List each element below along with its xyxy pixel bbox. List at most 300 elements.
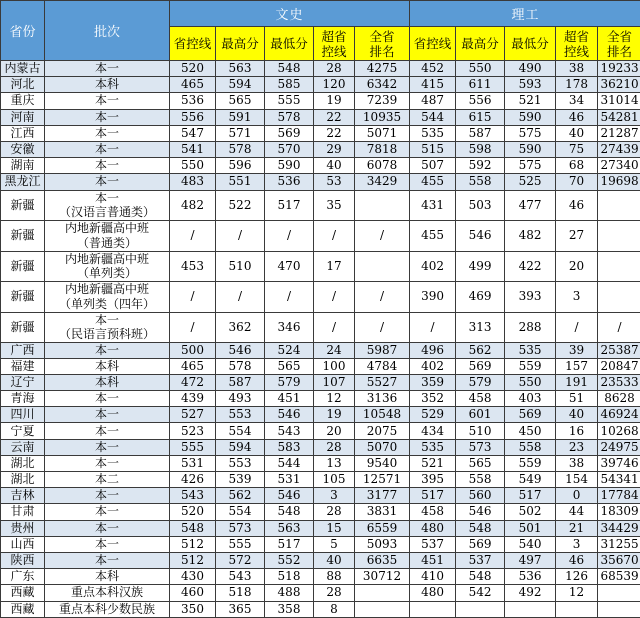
wenshi-max-score-cell: 571 [216,125,265,141]
wenshi-min-score-cell: 488 [265,585,314,601]
wenshi-above-line-cell: 20 [314,423,355,439]
ligong-province-rank-cell: / [598,312,640,342]
wenshi-province-rank-cell: 6342 [355,77,410,93]
ligong-min-score-cell: 502 [505,504,556,520]
ligong-above-line-cell: 23 [556,439,598,455]
wenshi-province-rank-cell: 10548 [355,407,410,423]
wenshi-max-score-cell: 551 [216,174,265,190]
ligong-max-score-cell: 458 [456,391,505,407]
province-cell: 新疆 [1,190,45,220]
column-header-wenshi-province-rank: 全省 排名 [355,27,410,61]
ligong-control-line-cell: 458 [410,504,456,520]
batch-cell: 本一 [45,439,170,455]
wenshi-control-line-cell: 426 [170,472,216,488]
ligong-min-score-cell: 590 [505,141,556,157]
province-cell: 河南 [1,109,45,125]
wenshi-province-rank-cell: 6635 [355,552,410,568]
wenshi-min-score-cell: 548 [265,61,314,77]
wenshi-min-score-cell: 555 [265,93,314,109]
ligong-above-line-cell: 46 [556,552,598,568]
wenshi-min-score-cell: 531 [265,472,314,488]
province-cell: 湖北 [1,472,45,488]
wenshi-province-rank-cell: 30712 [355,569,410,585]
ligong-max-score-cell: 565 [456,455,505,471]
wenshi-min-score-cell: 518 [265,569,314,585]
ligong-province-rank-cell: 68539 [598,569,640,585]
ligong-province-rank-cell [598,220,640,251]
ligong-above-line-cell: 40 [556,125,598,141]
ligong-control-line-cell: 515 [410,141,456,157]
table-row [1,407,640,423]
table-row [1,281,640,312]
ligong-control-line-cell: 480 [410,520,456,536]
wenshi-province-rank-cell: 12571 [355,472,410,488]
ligong-min-score-cell: 450 [505,423,556,439]
wenshi-min-score-cell: 570 [265,141,314,157]
table-row [1,455,640,471]
wenshi-max-score-cell: 362 [216,312,265,342]
wenshi-min-score-cell: 583 [265,439,314,455]
ligong-province-rank-cell [598,601,640,617]
wenshi-above-line-cell: 28 [314,585,355,601]
wenshi-province-rank-cell: / [355,220,410,251]
wenshi-above-line-cell: 24 [314,342,355,358]
wenshi-control-line-cell: 465 [170,77,216,93]
column-header-wenshi-max-score: 最高分 [216,27,265,61]
wenshi-max-score-cell: 493 [216,391,265,407]
wenshi-above-line-cell: 120 [314,77,355,93]
wenshi-control-line-cell: 527 [170,407,216,423]
wenshi-control-line-cell: 512 [170,552,216,568]
column-header-ligong-min-score: 最低分 [505,27,556,61]
ligong-above-line-cell: 154 [556,472,598,488]
wenshi-control-line-cell: 350 [170,601,216,617]
ligong-province-rank-cell: 20847 [598,358,640,374]
batch-cell: 内地新疆高中班 （普通类） [45,220,170,251]
ligong-min-score-cell: 593 [505,77,556,93]
wenshi-control-line-cell: 531 [170,455,216,471]
wenshi-max-score-cell: 562 [216,488,265,504]
batch-cell: 内地新疆高中班 （单列类） [45,251,170,281]
table-row [1,536,640,552]
ligong-min-score-cell: 288 [505,312,556,342]
wenshi-above-line-cell: / [314,281,355,312]
column-header-wenshi-control-line: 省控线 [170,27,216,61]
wenshi-control-line-cell: / [170,281,216,312]
wenshi-above-line-cell: 22 [314,125,355,141]
header-wenshi: 文史 [170,1,410,27]
ligong-province-rank-cell: 39746 [598,455,640,471]
ligong-min-score-cell: 517 [505,488,556,504]
wenshi-max-score-cell: 546 [216,342,265,358]
ligong-above-line-cell: 68 [556,158,598,174]
table-row [1,93,640,109]
ligong-control-line-cell: 359 [410,374,456,390]
ligong-min-score-cell: 492 [505,585,556,601]
wenshi-min-score-cell: 544 [265,455,314,471]
wenshi-max-score-cell: 539 [216,472,265,488]
ligong-control-line-cell: 455 [410,220,456,251]
ligong-above-line-cell: 40 [556,407,598,423]
wenshi-max-score-cell: 522 [216,190,265,220]
batch-cell: 本一 [45,520,170,536]
wenshi-above-line-cell: 13 [314,455,355,471]
wenshi-above-line-cell: 105 [314,472,355,488]
wenshi-province-rank-cell [355,601,410,617]
ligong-max-score-cell: 469 [456,281,505,312]
wenshi-control-line-cell: 548 [170,520,216,536]
ligong-province-rank-cell: 21287 [598,125,640,141]
wenshi-province-rank-cell: 3831 [355,504,410,520]
ligong-control-line-cell: 535 [410,125,456,141]
ligong-province-rank-cell: 31255 [598,536,640,552]
wenshi-min-score-cell: 543 [265,423,314,439]
wenshi-max-score-cell: 587 [216,374,265,390]
batch-cell: 本科 [45,77,170,93]
batch-cell: 重点本科汉族 [45,585,170,601]
ligong-above-line-cell: 46 [556,190,598,220]
wenshi-province-rank-cell: 10935 [355,109,410,125]
ligong-min-score-cell: 569 [505,407,556,423]
wenshi-min-score-cell: 517 [265,190,314,220]
batch-cell: 本一 [45,391,170,407]
ligong-control-line-cell: 452 [410,61,456,77]
ligong-control-line-cell: 451 [410,552,456,568]
column-header-wenshi-above-line: 超省 控线 [314,27,355,61]
wenshi-min-score-cell: 346 [265,312,314,342]
wenshi-above-line-cell: 40 [314,158,355,174]
batch-cell: 本一 [45,125,170,141]
ligong-province-rank-cell: 10268 [598,423,640,439]
wenshi-min-score-cell: 565 [265,358,314,374]
ligong-province-rank-cell: 31014 [598,93,640,109]
wenshi-control-line-cell: 465 [170,358,216,374]
wenshi-province-rank-cell: 4275 [355,61,410,77]
wenshi-province-rank-cell: 7239 [355,93,410,109]
province-cell: 内蒙古 [1,61,45,77]
batch-cell: 本一 （汉语言普通类） [45,190,170,220]
ligong-control-line-cell: 415 [410,77,456,93]
wenshi-province-rank-cell: 6078 [355,158,410,174]
province-cell: 陕西 [1,552,45,568]
wenshi-province-rank-cell: 3429 [355,174,410,190]
province-cell: 新疆 [1,220,45,251]
ligong-min-score-cell: 590 [505,109,556,125]
ligong-province-rank-cell [598,585,640,601]
wenshi-control-line-cell: 520 [170,61,216,77]
province-cell: 云南 [1,439,45,455]
ligong-control-line-cell: 544 [410,109,456,125]
ligong-province-rank-cell: 27340 [598,158,640,174]
wenshi-control-line-cell: 482 [170,190,216,220]
ligong-min-score-cell: 536 [505,569,556,585]
wenshi-province-rank-cell: 5071 [355,125,410,141]
wenshi-max-score-cell: 565 [216,93,265,109]
ligong-max-score-cell: 598 [456,141,505,157]
wenshi-above-line-cell: 5 [314,536,355,552]
batch-cell: 本一 [45,158,170,174]
wenshi-province-rank-cell [355,190,410,220]
batch-cell: 本一 [45,109,170,125]
batch-cell: 本一 [45,455,170,471]
wenshi-above-line-cell: 12 [314,391,355,407]
province-cell: 甘肃 [1,504,45,520]
wenshi-above-line-cell: 3 [314,488,355,504]
table-row [1,312,640,342]
wenshi-control-line-cell: / [170,220,216,251]
wenshi-above-line-cell: 22 [314,109,355,125]
wenshi-control-line-cell: 460 [170,585,216,601]
table-row [1,585,640,601]
wenshi-province-rank-cell [355,251,410,281]
ligong-above-line-cell: 51 [556,391,598,407]
wenshi-max-score-cell: 553 [216,407,265,423]
ligong-min-score-cell: 559 [505,358,556,374]
wenshi-min-score-cell: 552 [265,552,314,568]
ligong-above-line-cell: 157 [556,358,598,374]
ligong-min-score-cell: 535 [505,342,556,358]
wenshi-province-rank-cell: / [355,281,410,312]
wenshi-above-line-cell: 88 [314,569,355,585]
ligong-above-line-cell: 126 [556,569,598,585]
table-row [1,190,640,220]
ligong-min-score-cell: 521 [505,93,556,109]
wenshi-province-rank-cell: 4784 [355,358,410,374]
wenshi-min-score-cell: 517 [265,536,314,552]
ligong-max-score-cell: 611 [456,77,505,93]
province-cell: 广东 [1,569,45,585]
wenshi-above-line-cell: 15 [314,520,355,536]
wenshi-above-line-cell: 17 [314,251,355,281]
ligong-max-score-cell: 615 [456,109,505,125]
wenshi-min-score-cell: 563 [265,520,314,536]
ligong-min-score-cell: 501 [505,520,556,536]
ligong-min-score-cell: 575 [505,158,556,174]
wenshi-province-rank-cell: / [355,312,410,342]
ligong-max-score-cell: 550 [456,61,505,77]
wenshi-max-score-cell: 594 [216,77,265,93]
wenshi-max-score-cell: / [216,281,265,312]
wenshi-max-score-cell: 578 [216,358,265,374]
ligong-province-rank-cell: 36210 [598,77,640,93]
ligong-max-score-cell: 546 [456,504,505,520]
wenshi-min-score-cell: 569 [265,125,314,141]
ligong-max-score-cell: 546 [456,220,505,251]
ligong-above-line-cell: 0 [556,488,598,504]
wenshi-max-score-cell: 518 [216,585,265,601]
column-header-ligong-above-line: 超省 控线 [556,27,598,61]
ligong-above-line-cell: 70 [556,174,598,190]
ligong-max-score-cell: 601 [456,407,505,423]
column-header-wenshi-min-score: 最低分 [265,27,314,61]
ligong-max-score-cell: 510 [456,423,505,439]
ligong-province-rank-cell: 24975 [598,439,640,455]
ligong-control-line-cell: 496 [410,342,456,358]
ligong-min-score-cell: 497 [505,552,556,568]
wenshi-province-rank-cell: 3136 [355,391,410,407]
ligong-province-rank-cell: 25387 [598,342,640,358]
ligong-control-line-cell: 535 [410,439,456,455]
header-province: 省份 [1,1,45,61]
ligong-control-line-cell: 434 [410,423,456,439]
ligong-control-line-cell: 521 [410,455,456,471]
wenshi-control-line-cell: 523 [170,423,216,439]
wenshi-max-score-cell: 543 [216,569,265,585]
province-cell: 新疆 [1,251,45,281]
ligong-max-score-cell: 569 [456,358,505,374]
ligong-province-rank-cell [598,251,640,281]
ligong-control-line-cell: 402 [410,251,456,281]
wenshi-province-rank-cell [355,585,410,601]
ligong-min-score-cell: 525 [505,174,556,190]
batch-cell: 本一 [45,552,170,568]
wenshi-province-rank-cell: 5070 [355,439,410,455]
wenshi-control-line-cell: 536 [170,93,216,109]
wenshi-min-score-cell: 451 [265,391,314,407]
wenshi-max-score-cell: 578 [216,141,265,157]
ligong-above-line-cell: / [556,312,598,342]
ligong-above-line-cell: 3 [556,281,598,312]
wenshi-control-line-cell: 520 [170,504,216,520]
header-batch: 批次 [45,1,170,61]
wenshi-control-line-cell: 550 [170,158,216,174]
ligong-control-line-cell: 402 [410,358,456,374]
wenshi-control-line-cell: 453 [170,251,216,281]
wenshi-max-score-cell: 365 [216,601,265,617]
ligong-max-score-cell: 592 [456,158,505,174]
ligong-province-rank-cell [598,190,640,220]
column-header-ligong-province-rank: 全省 排名 [598,27,640,61]
ligong-province-rank-cell: 23533 [598,374,640,390]
ligong-max-score-cell: 548 [456,569,505,585]
ligong-above-line-cell: 44 [556,504,598,520]
wenshi-province-rank-cell: 5527 [355,374,410,390]
wenshi-control-line-cell: 500 [170,342,216,358]
ligong-max-score-cell: 499 [456,251,505,281]
ligong-control-line-cell: 487 [410,93,456,109]
ligong-control-line-cell: 529 [410,407,456,423]
wenshi-control-line-cell: 430 [170,569,216,585]
wenshi-control-line-cell: 555 [170,439,216,455]
ligong-above-line-cell [556,601,598,617]
province-cell: 贵州 [1,520,45,536]
table-row [1,552,640,568]
wenshi-max-score-cell: 510 [216,251,265,281]
table-row [1,520,640,536]
wenshi-min-score-cell: 590 [265,158,314,174]
ligong-above-line-cell: 191 [556,374,598,390]
ligong-control-line-cell: / [410,312,456,342]
ligong-max-score-cell: 569 [456,536,505,552]
wenshi-min-score-cell: / [265,281,314,312]
batch-cell: 本一 [45,423,170,439]
table-row [1,423,640,439]
wenshi-max-score-cell: 563 [216,61,265,77]
wenshi-above-line-cell: 107 [314,374,355,390]
ligong-min-score-cell: 549 [505,472,556,488]
wenshi-control-line-cell: 472 [170,374,216,390]
wenshi-control-line-cell: 439 [170,391,216,407]
province-cell: 河北 [1,77,45,93]
wenshi-control-line-cell: 483 [170,174,216,190]
ligong-control-line-cell: 507 [410,158,456,174]
wenshi-min-score-cell: 546 [265,407,314,423]
ligong-province-rank-cell: 54281 [598,109,640,125]
wenshi-min-score-cell: 524 [265,342,314,358]
table-row [1,61,640,77]
province-cell: 黑龙江 [1,174,45,190]
table-row [1,504,640,520]
ligong-min-score-cell: 482 [505,220,556,251]
wenshi-min-score-cell: 548 [265,504,314,520]
province-cell: 安徽 [1,141,45,157]
ligong-control-line-cell: 395 [410,472,456,488]
wenshi-above-line-cell: 29 [314,141,355,157]
ligong-min-score-cell: 575 [505,125,556,141]
ligong-max-score-cell: 587 [456,125,505,141]
province-cell: 湖南 [1,158,45,174]
ligong-province-rank-cell: 8628 [598,391,640,407]
ligong-province-rank-cell [598,281,640,312]
ligong-control-line-cell: 455 [410,174,456,190]
table-row [1,472,640,488]
province-cell: 江西 [1,125,45,141]
batch-cell: 本一 [45,536,170,552]
wenshi-min-score-cell: 579 [265,374,314,390]
wenshi-province-rank-cell: 2075 [355,423,410,439]
wenshi-above-line-cell: 8 [314,601,355,617]
wenshi-max-score-cell: 555 [216,536,265,552]
ligong-max-score-cell: 573 [456,439,505,455]
province-cell: 宁夏 [1,423,45,439]
wenshi-max-score-cell: 594 [216,439,265,455]
batch-cell: 内地新疆高中班 （单列类（四年） [45,281,170,312]
batch-cell: 本一 [45,61,170,77]
ligong-above-line-cell: 38 [556,61,598,77]
table-row [1,439,640,455]
ligong-max-score-cell: 579 [456,374,505,390]
table-row [1,358,640,374]
wenshi-min-score-cell: 536 [265,174,314,190]
ligong-max-score-cell [456,601,505,617]
wenshi-min-score-cell: / [265,220,314,251]
ligong-control-line-cell: 390 [410,281,456,312]
wenshi-max-score-cell: 553 [216,455,265,471]
table-row [1,391,640,407]
wenshi-control-line-cell: 543 [170,488,216,504]
ligong-province-rank-cell: 35670 [598,552,640,568]
ligong-control-line-cell [410,601,456,617]
wenshi-province-rank-cell: 9540 [355,455,410,471]
wenshi-above-line-cell: 53 [314,174,355,190]
ligong-control-line-cell: 410 [410,569,456,585]
wenshi-control-line-cell: 547 [170,125,216,141]
table-row [1,569,640,585]
wenshi-control-line-cell: 541 [170,141,216,157]
ligong-max-score-cell: 562 [456,342,505,358]
table-row [1,374,640,390]
wenshi-above-line-cell: / [314,220,355,251]
ligong-min-score-cell: 403 [505,391,556,407]
ligong-max-score-cell: 542 [456,585,505,601]
table-row [1,488,640,504]
wenshi-above-line-cell: / [314,312,355,342]
province-cell: 山西 [1,536,45,552]
wenshi-province-rank-cell: 7818 [355,141,410,157]
ligong-max-score-cell: 556 [456,93,505,109]
wenshi-min-score-cell: 470 [265,251,314,281]
batch-cell: 本一 [45,93,170,109]
